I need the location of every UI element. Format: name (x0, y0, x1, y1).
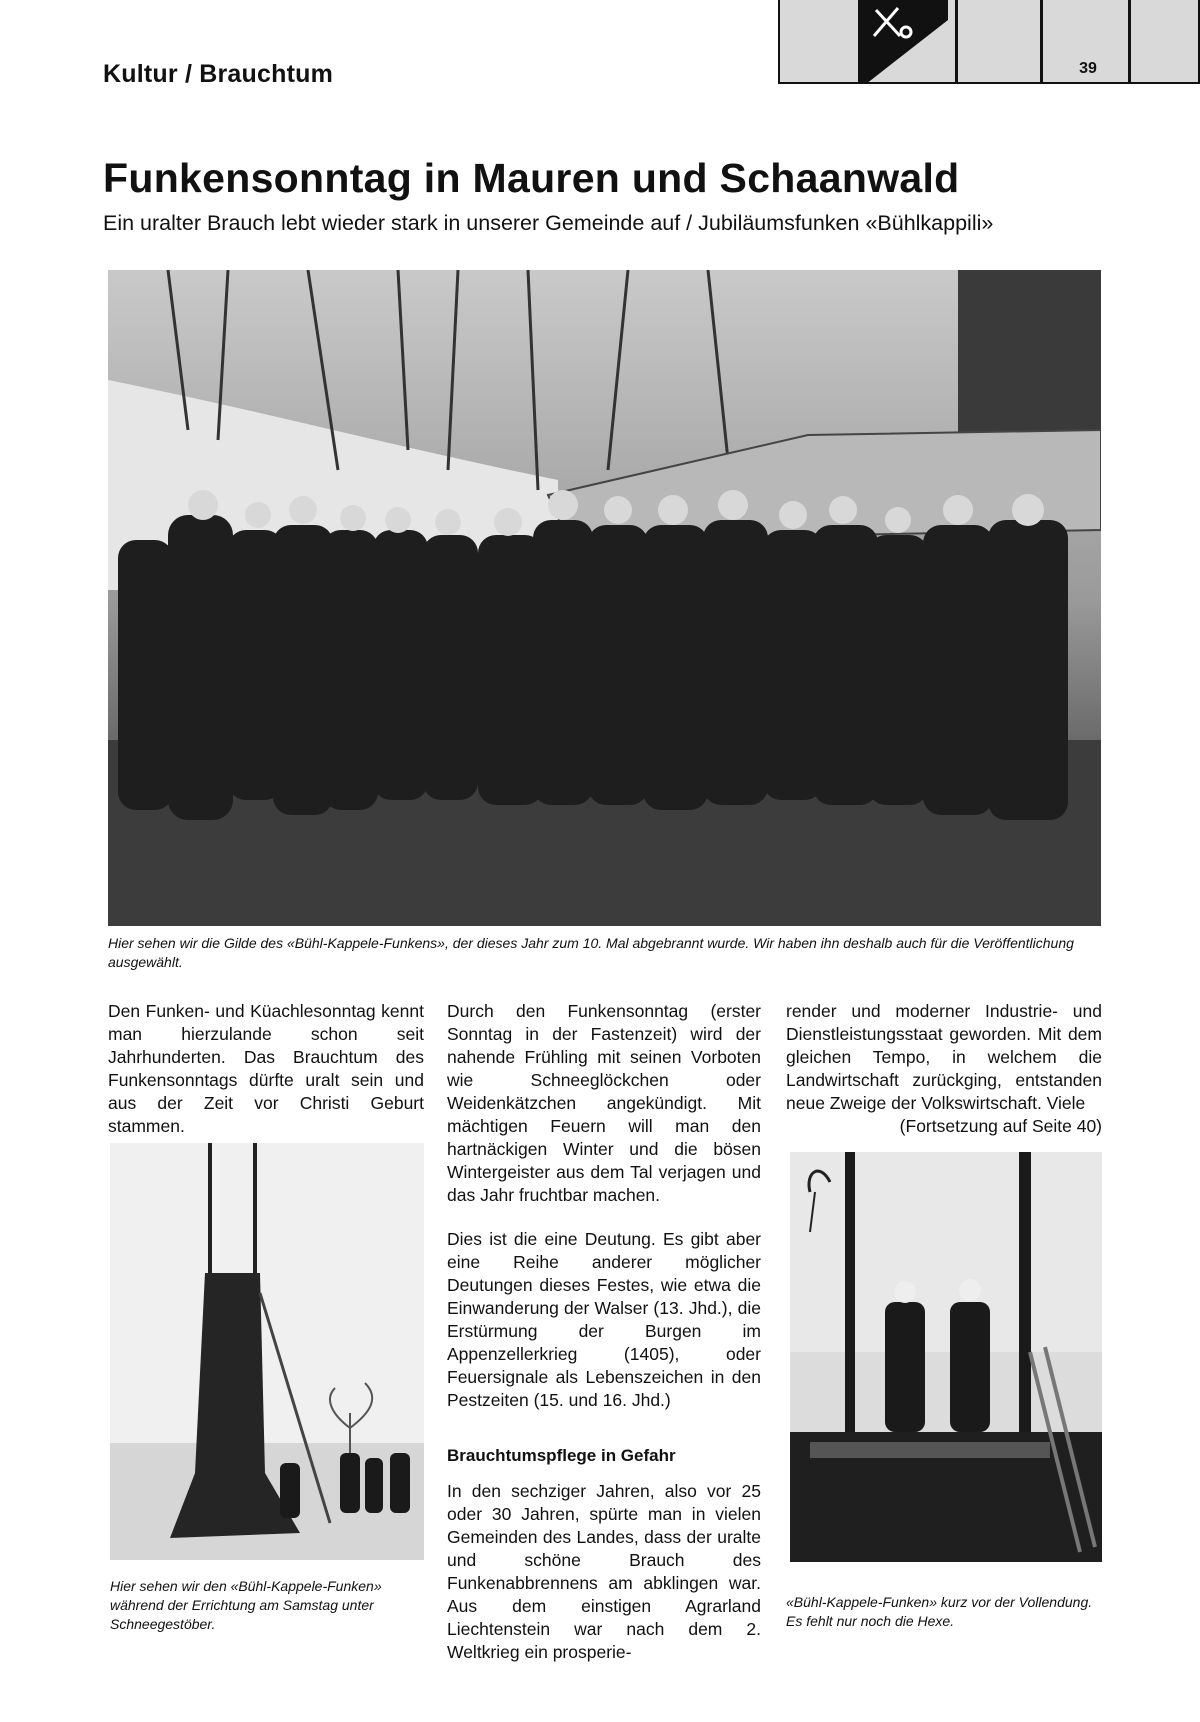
page-number: 39 (1079, 60, 1097, 77)
tower-photo-caption: «Bühl-Kappele-Funken» kurz vor der Vollendung. Es fehlt nur noch die Hexe. (786, 1594, 1093, 1629)
section-label: Kultur / Brauchtum (103, 60, 333, 88)
column-3-text: render und moderner Industrie- und Dienstleistungsstaat geworden. Mit dem gleichen Tempo, in welchem die Landwirtschaft zurückging, entstanden neue Zweige der Volkswirtschaft. Viele (786, 1001, 1102, 1113)
column-2-paragraph-2: Dies ist die eine Deutung. Es gibt aber eine Reihe anderer möglicher Deutungen dieses Festes, wie etwa die Einwanderung der Walser (13. Jhd.), die Erstürmung der Burgen im Appenzellerkrieg (1405), oder Feuersignale als Lebenszeichen in den Pestzeiten (15. und 16. Jhd.) (447, 1229, 761, 1410)
article-subtitle: Ein uralter Brauch lebt wieder stark in unserer Gemeinde auf / Jubiläumsfunken «Bühlkappili» (103, 211, 994, 235)
header-strip-divider (1128, 0, 1131, 84)
header-strip-divider (955, 0, 958, 84)
header-strip-divider (1040, 0, 1043, 84)
funken-construction-photo (110, 1143, 424, 1560)
group-photo (108, 270, 1101, 926)
construction-photo-caption: Hier sehen wir den «Bühl-Kappele-Funken» während der Errichtung am Samstag unter Schneegestöber. (110, 1578, 382, 1632)
continuation-note: (Fortsetzung auf Seite 40) (899, 1116, 1102, 1136)
column-1-text: Den Funken- und Küachlesonntag kennt man hierzulande schon seit Jahrhunderten. Das Brauchtum des Funkensonntags dürfte uralt sein und aus der Zeit vor Christi Geburt stammen. (108, 1001, 424, 1136)
column-2-paragraph-1: Durch den Funkensonntag (erster Sonntag in der Fastenzeit) wird der nahende Frühling mit seinen Vorboten wie Schneeglöckchen oder Weidenkätzchen angekündigt. Mit mächtigen Feuern will man den hartnäckigen Winter und die bösen Wintergeister aus dem Tal verjagen und das Jahr fruchtbar machen. (447, 1001, 761, 1205)
group-photo-caption: Hier sehen wir die Gilde des «Bühl-Kappele-Funkens», der dieses Jahr zum 10. Mal abgebrannt wurde. Wir haben ihn deshalb auch für die Veröffentlichung ausgewählt. (108, 935, 1074, 970)
article-title: Funkensonntag in Mauren und Schaanwald (103, 155, 960, 201)
header-strip (778, 0, 1200, 84)
crossed-tools-icon (858, 0, 948, 84)
column-2-paragraph-3: In den sechziger Jahren, also vor 25 oder 30 Jahren, spürte man in vielen Gemeinden des Landes, dass der uralte und schöne Brauch des Funkenabbrennens am abklingen war. Aus dem einstigen Agrarland Liechtenstein war nach dem 2. Weltkrieg ein prosperie- (447, 1481, 761, 1662)
section-subheading: Brauchtumspflege in Gefahr (447, 1446, 676, 1465)
funken-tower-photo (790, 1152, 1102, 1562)
